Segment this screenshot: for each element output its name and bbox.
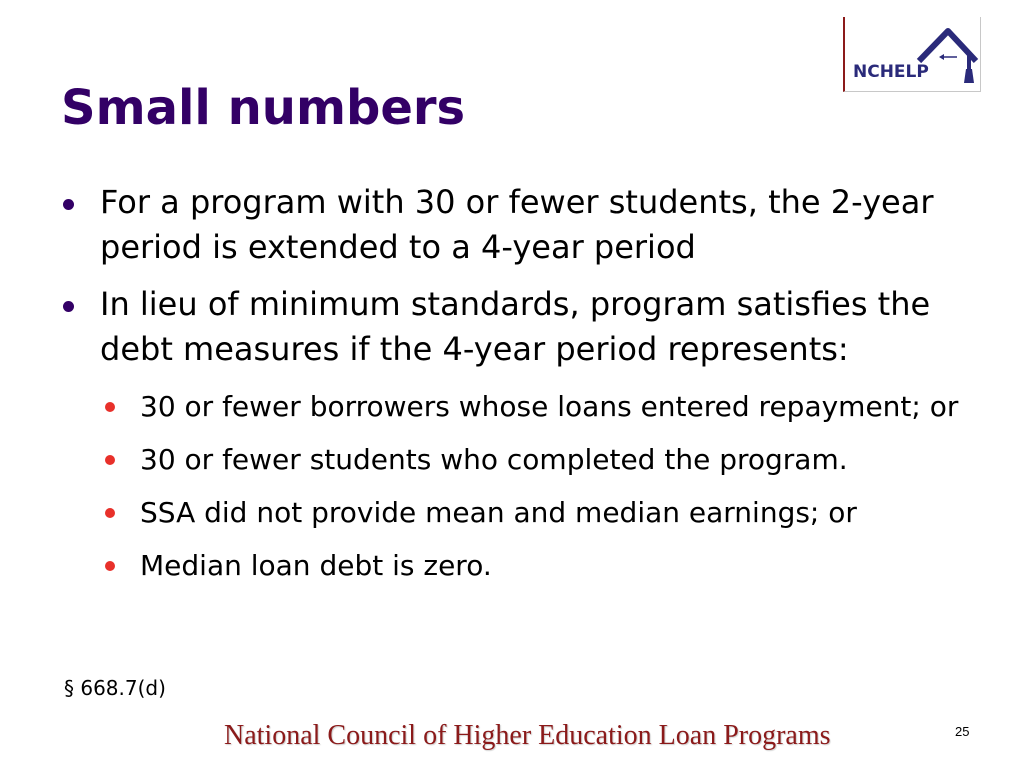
sub-bullet-dot-icon (105, 508, 115, 518)
bullet-item (58, 282, 1008, 372)
sub-bullet-text: 30 or fewer borrowers whose loans entered repayment; or (140, 390, 959, 423)
slide-title: Small numbers (61, 80, 466, 136)
bullet-list (58, 180, 1008, 596)
sub-bullet-text: SSA did not provide mean and median earnings; or (140, 496, 857, 529)
sub-bullet-item (58, 543, 1008, 588)
sub-bullet-item (58, 490, 1008, 535)
bullet-dot-icon (63, 301, 74, 312)
sub-bullet-dot-icon (105, 455, 115, 465)
bullet-dot-icon (63, 199, 74, 210)
sub-bullet-dot-icon (105, 402, 115, 412)
sub-bullet-text: Median loan debt is zero. (140, 549, 492, 582)
logo-text: NCHELP (853, 62, 929, 82)
citation: § 668.7(d) (64, 676, 166, 700)
sub-bullet-text: 30 or fewer students who completed the program. (140, 443, 848, 476)
sub-bullet-item (58, 384, 1008, 429)
footer-org-name: National Council of Higher Education Loan Programs (224, 720, 831, 751)
bullet-text: For a program with 30 or fewer students, the 2-year period is extended to a 4-year period (100, 183, 934, 266)
bullet-text: In lieu of minimum standards, program satisfies the debt measures if the 4-year period represents: (100, 285, 931, 368)
bullet-item (58, 180, 1008, 270)
page-number: 25 (955, 724, 970, 739)
nchelp-logo (843, 17, 981, 92)
sub-bullet-dot-icon (105, 561, 115, 571)
sub-bullet-item (58, 437, 1008, 482)
